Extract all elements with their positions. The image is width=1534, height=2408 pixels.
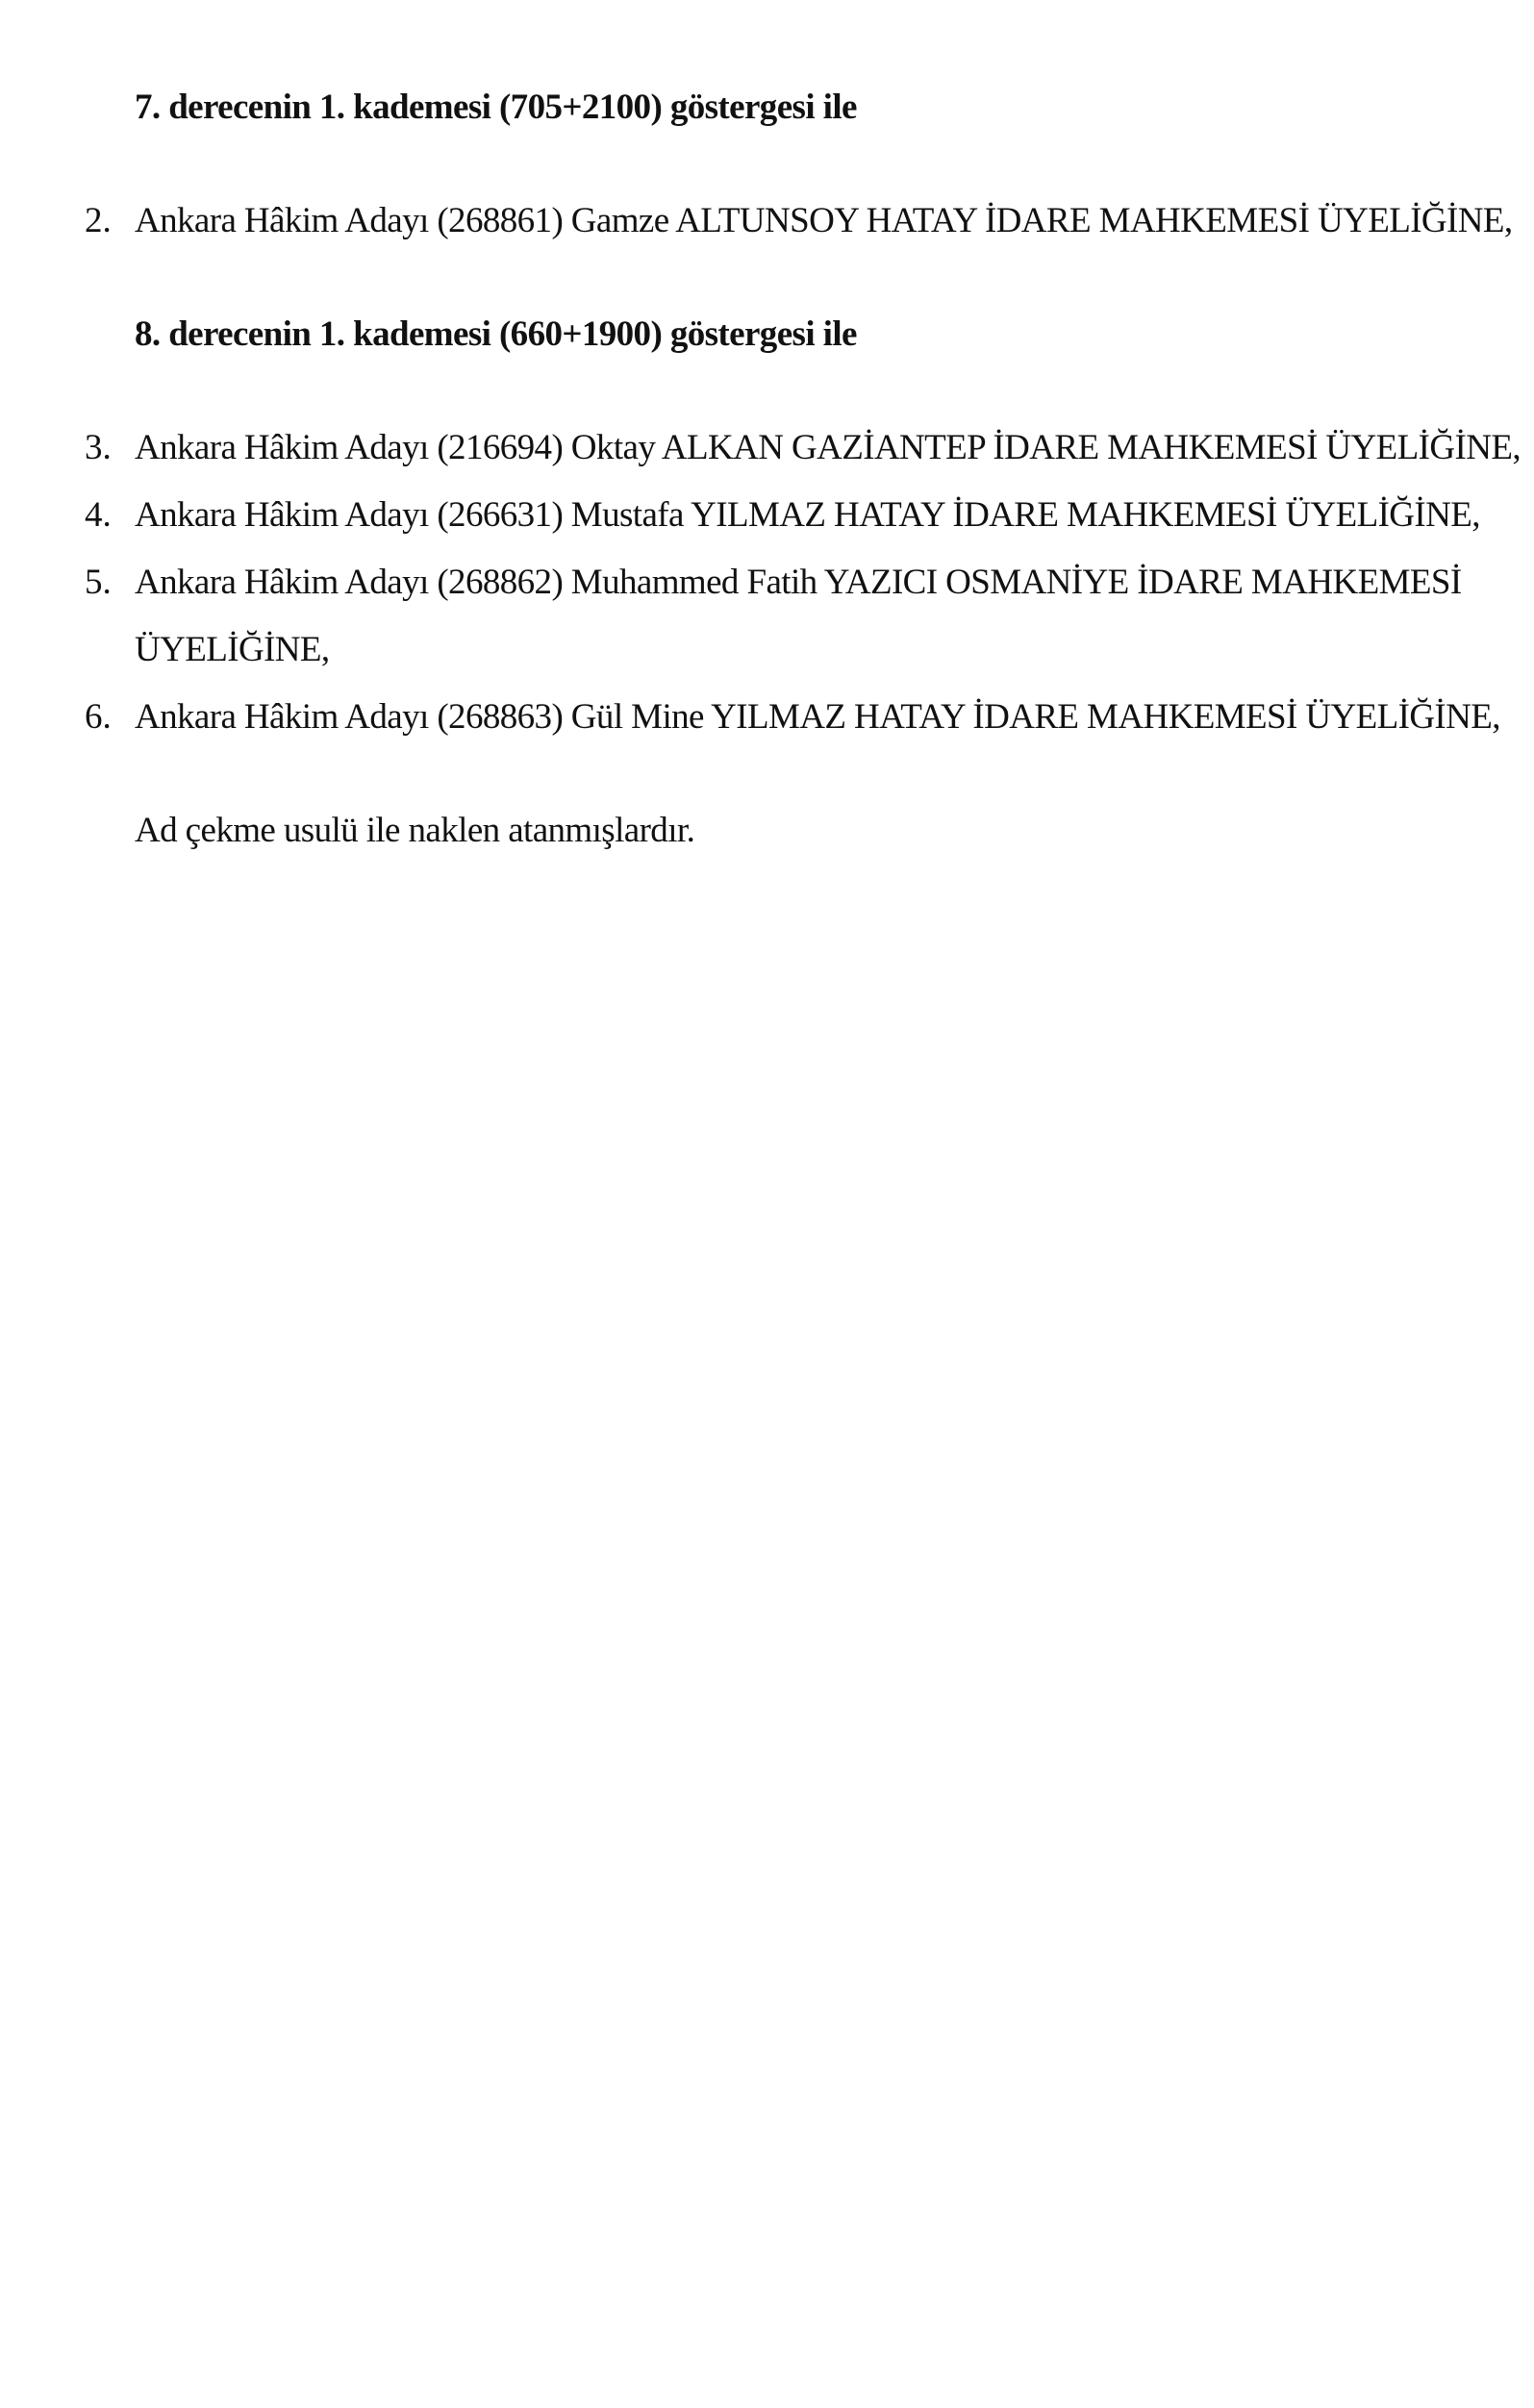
item-text-continuation: ÜYELİĞİNE,: [135, 630, 330, 669]
item-text: Ankara Hâkim Adayı (268862) Muhammed Fatih YAZICI OSMANİYE İDARE MAHKEMESİ: [135, 563, 1462, 602]
item-number: 4.: [85, 495, 112, 535]
item-text: Ankara Hâkim Adayı (268863) Gül Mine YILMAZ HATAY İDARE MAHKEMESİ ÜYELİĞİNE,: [135, 697, 1500, 737]
grade-heading-8: 8. derecenin 1. kademesi (660+1900) göstergesi ile: [135, 314, 857, 354]
item-number: 5.: [85, 563, 112, 602]
item-number: 3.: [85, 428, 112, 467]
item-text: Ankara Hâkim Adayı (216694) Oktay ALKAN GAZİANTEP İDARE MAHKEMESİ ÜYELİĞİNE,: [135, 428, 1521, 467]
item-number: 2.: [85, 201, 112, 240]
item-text: Ankara Hâkim Adayı (268861) Gamze ALTUNSOY HATAY İDARE MAHKEMESİ ÜYELİĞİNE,: [135, 201, 1513, 240]
grade-heading-7: 7. derecenin 1. kademesi (705+2100) göstergesi ile: [135, 88, 857, 127]
closing-statement: Ad çekme usulü ile naklen atanmışlardır.: [135, 811, 695, 850]
item-number: 6.: [85, 697, 112, 737]
item-text: Ankara Hâkim Adayı (266631) Mustafa YILMAZ HATAY İDARE MAHKEMESİ ÜYELİĞİNE,: [135, 495, 1480, 535]
